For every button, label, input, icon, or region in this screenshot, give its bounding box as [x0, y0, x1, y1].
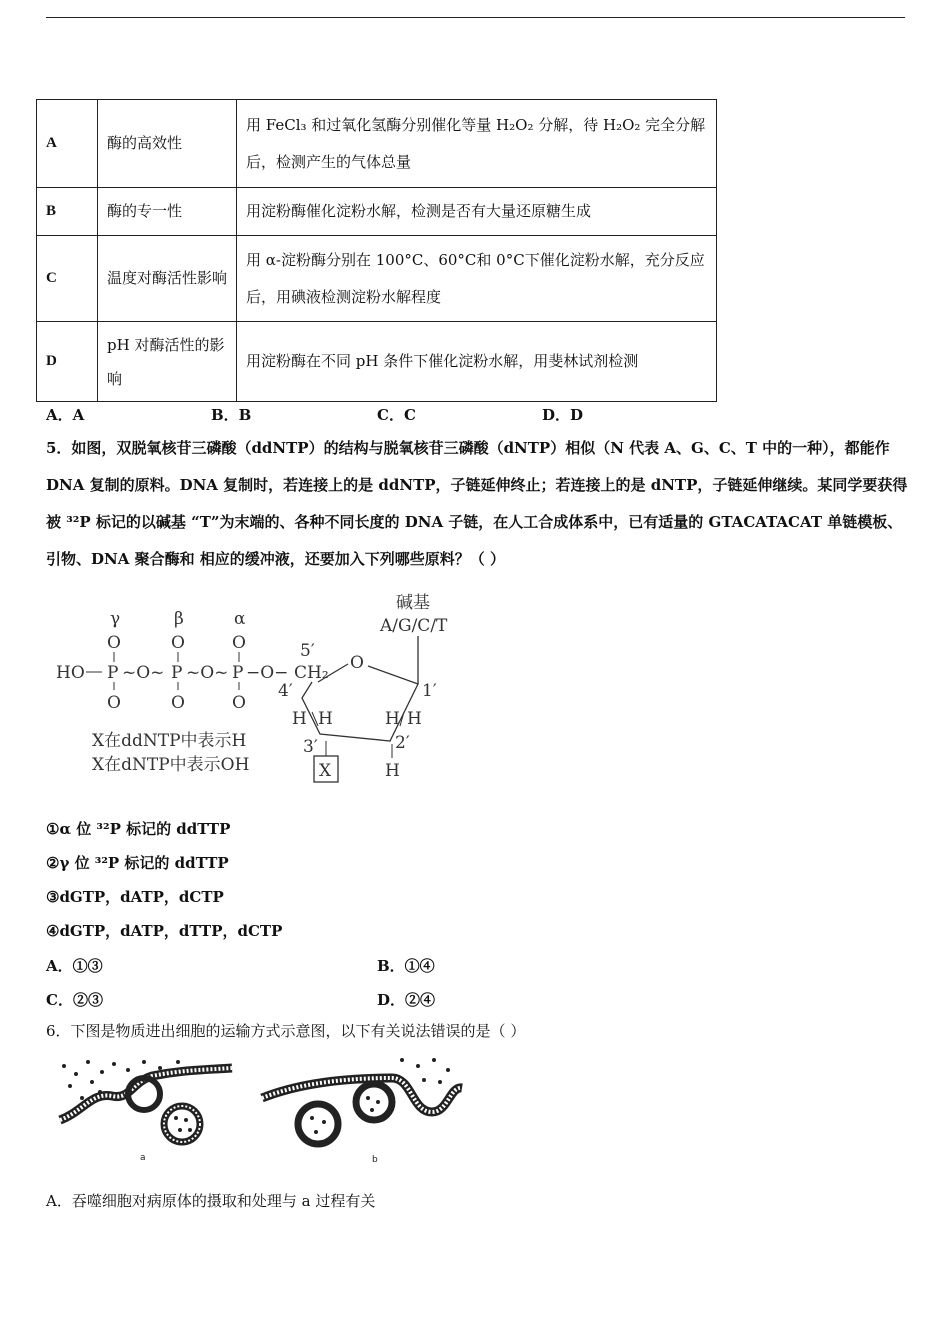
o-top-2: O: [171, 633, 185, 653]
h-4a: H: [292, 709, 307, 729]
header-rule: [46, 17, 905, 18]
q6-choice-a[interactable]: A．吞噬细胞对病原体的摄取和处理与 a 过程有关: [46, 1192, 376, 1210]
ch2-label: CH₂: [294, 663, 329, 683]
table-row: [37, 188, 717, 236]
x-label: X: [319, 761, 332, 781]
o-top-1: O: [107, 633, 121, 653]
h-4b: H: [318, 709, 333, 729]
p1: P: [107, 663, 119, 683]
option-item-4: ④dGTP，dATP，dTTP，dCTP: [46, 922, 283, 940]
note-ddntp: X在ddNTP中表示H: [92, 731, 247, 751]
row-method: 用淀粉酶催化淀粉水解，检测是否有大量还原糖生成: [237, 188, 717, 236]
table-row: [37, 322, 717, 402]
svg-text:~O~: ~O~: [122, 663, 165, 683]
p3: P: [232, 663, 244, 683]
gamma-label: γ: [110, 609, 121, 629]
choice-d[interactable]: D．D: [542, 406, 584, 424]
option-item-2: ②γ 位 ³²P 标记的 ddTTP: [46, 854, 229, 872]
row-topic: 酶的高效性: [98, 100, 237, 188]
base-options: A/G/C/T: [380, 616, 448, 636]
h-1a: H: [385, 709, 400, 729]
fig-label-a: a: [140, 1153, 146, 1163]
svg-text:~O~: ~O~: [186, 663, 229, 683]
row-method: 用淀粉酶在不同 pH 条件下催化淀粉水解，用斐林试剂检测: [237, 322, 717, 402]
choice-d[interactable]: D．②④: [377, 991, 436, 1009]
row-topic: pH 对酶活性的影响: [98, 322, 237, 402]
c5-label: 5′: [300, 641, 315, 661]
o-bottom-1: O: [107, 693, 121, 713]
table-row: [37, 100, 717, 188]
h-2: H: [385, 761, 400, 781]
row-label: A: [37, 100, 98, 188]
table-row: [37, 236, 717, 322]
c4-label: 4′: [278, 681, 293, 701]
row-label: B: [37, 188, 98, 236]
row-method: 用 FeCl₃ 和过氧化氢酶分别催化等量 H₂O₂ 分解，待 H₂O₂ 完全分解后，检测产生的气体总量: [237, 100, 717, 188]
c1-label: 1′: [422, 681, 437, 701]
base-label: 碱基: [396, 593, 430, 613]
row-topic: 温度对酶活性影响: [98, 236, 237, 322]
o-bottom-3: O: [232, 693, 246, 713]
row-label: C: [37, 236, 98, 322]
option-item-3: ③dGTP，dATP，dCTP: [46, 888, 224, 906]
choice-a[interactable]: A．A: [46, 406, 85, 424]
choice-a[interactable]: A．①③: [46, 957, 103, 975]
row-method: 用 α-淀粉酶分别在 100°C、60°C和 0°C下催化淀粉水解，充分反应后，用碘液检测淀粉水解程度: [237, 236, 717, 322]
o-bottom-2: O: [171, 693, 185, 713]
row-topic: 酶的专一性: [98, 188, 237, 236]
p2: P: [171, 663, 183, 683]
q5-stem: 5．如图，双脱氧核苷三磷酸（ddNTP）的结构与脱氧核苷三磷酸（dNTP）相似（N 代表 A、G、C、T 中的一种），都能作 DNA 复制的原料。DNA 复制时，若连接上的是 ddNTP，子链延伸终止；若连接上的是 dNTP，子链延伸继续。某同学要获得被 ³²P 标记的以碱基 “T”为末端的、各种不同长度的 DNA 子链，在人工合成体系中，已有适量的 GTACATACAT 单链模板、引物、DNA 聚合酶和 相应的缓冲液，还要加入下列哪些原料？（ ）: [46, 439, 908, 568]
endocytosis-figure: [52, 1052, 472, 1167]
ddntp-structure-figure: [50, 586, 470, 786]
ring-o: O: [350, 653, 364, 673]
choice-b[interactable]: B．①④: [377, 957, 435, 975]
experiment-table: [36, 99, 717, 402]
svg-text:−O−: −O−: [246, 663, 289, 683]
option-item-1: ①α 位 ³²P 标记的 ddTTP: [46, 820, 231, 838]
note-dntp: X在dNTP中表示OH: [92, 755, 250, 775]
ho-label: HO: [56, 663, 85, 683]
choice-c[interactable]: C．②③: [46, 991, 103, 1009]
choice-b[interactable]: B．B: [211, 406, 252, 424]
c3-label: 3′: [303, 737, 318, 757]
o-top-3: O: [232, 633, 246, 653]
c2-label: 2′: [395, 733, 410, 753]
choice-c[interactable]: C．C: [377, 406, 416, 424]
q6-stem: 6．下图是物质进出细胞的运输方式示意图，以下有关说法错误的是（ ）: [46, 1022, 526, 1040]
fig-label-b: b: [372, 1155, 378, 1165]
row-label: D: [37, 322, 98, 402]
beta-label: β: [174, 609, 184, 629]
alpha-label: α: [234, 609, 246, 629]
h-1b: H: [407, 709, 422, 729]
